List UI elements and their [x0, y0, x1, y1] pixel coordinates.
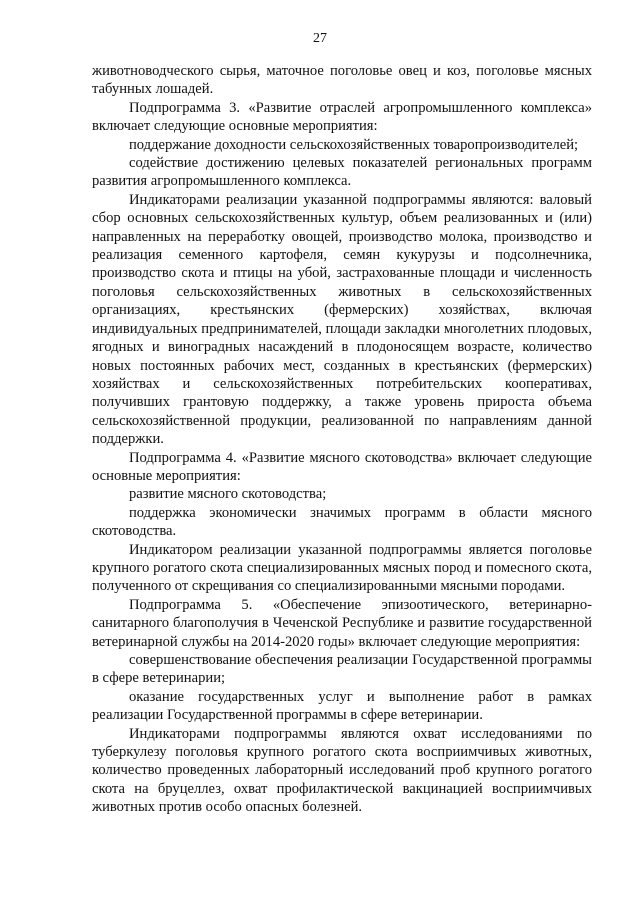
paragraph-subprogram-5-indicators: Индикаторами подпрограммы являются охват исследованиями по туберкулезу поголовья крупного рогатого скота восприимчивых животных, количество проведенных лабораторный исследований проб крупного рогатого скота на бруцеллез, охват профилактической вакцинацией восприимчивых животных против особо опасных болезней.	[92, 725, 592, 816]
paragraph-veterinary-services: оказание государственных услуг и выполнение работ в рамках реализации Государственной программы в сфере ветеринарии.	[92, 688, 592, 724]
paragraph-subprogram-4: Подпрограмма 4. «Развитие мясного скотоводства» включает следующие основные мероприятия:	[92, 449, 592, 484]
paragraph-support-income: поддержание доходности сельскохозяйственных товаропроизводителей;	[129, 136, 579, 153]
document-body	[92, 62, 592, 817]
page-number: 27	[313, 31, 327, 46]
paragraph-regional-targets: содействие достижению целевых показателей региональных программ развития агропромышленного комплекса.	[92, 155, 592, 190]
paragraph-subprogram-3: Подпрограмма 3. «Развитие отраслей агропромышленного комплекса» включает следующие основные мероприятия:	[92, 99, 592, 135]
paragraph-beef-programs: поддержка экономически значимых программ в области мясного скотоводства.	[92, 504, 592, 540]
paragraph-subprogram-3-indicators: Индикаторами реализации указанной подпрограммы являются: валовый сбор основных сельскохозяйственных культур, объем реализованных и (или) направленных на переработку овощей, производство молока, производство и реализация семенного картофеля, семян кукурузы и подсолнечника, производство скота и птицы на убой, застрахованные площади и численность поголовья сельскохозяйственных животных в сельскохозяйственных организациях, крестьянских (фермерских) хозяйствах, включая индивидуальных предпринимателей, площади закладки многолетних плодовых, ягодных и виноградных насаждений в плодоносящем возрасте, количество новых постоянных рабочих мест, созданных в крестьянских (фермерских) хозяйствах и сельскохозяйственных потребительских кооперативах, получивших грантовую поддержку, а также уровень прироста объема сельскохозяйственной продукции, реализованной по направлениям данной поддержки.	[92, 191, 592, 448]
paragraph-veterinary-improvement: совершенствование обеспечения реализации Государственной программы в сфере ветеринарии;	[92, 652, 592, 687]
paragraph-livestock-continuation: животноводческого сырья, маточное поголовье овец и коз, поголовье мясных табунных лошадей.	[92, 63, 592, 98]
paragraph-subprogram-5: Подпрограмма 5. «Обеспечение эпизоотического, ветеринарно-санитарного благополучия в Чеченской Республике и развитие государственной ветеринарной службы на 2014-2020 годы» включает следующие мероприятия:	[92, 596, 592, 650]
paragraph-beef-development: развитие мясного скотоводства;	[129, 486, 327, 503]
paragraph-subprogram-4-indicator: Индикатором реализации указанной подпрограммы является поголовье крупного рогатого скота специализированных мясных пород и помесного скота, полученного от скрещивания со специализированными мясными породами.	[92, 541, 592, 595]
